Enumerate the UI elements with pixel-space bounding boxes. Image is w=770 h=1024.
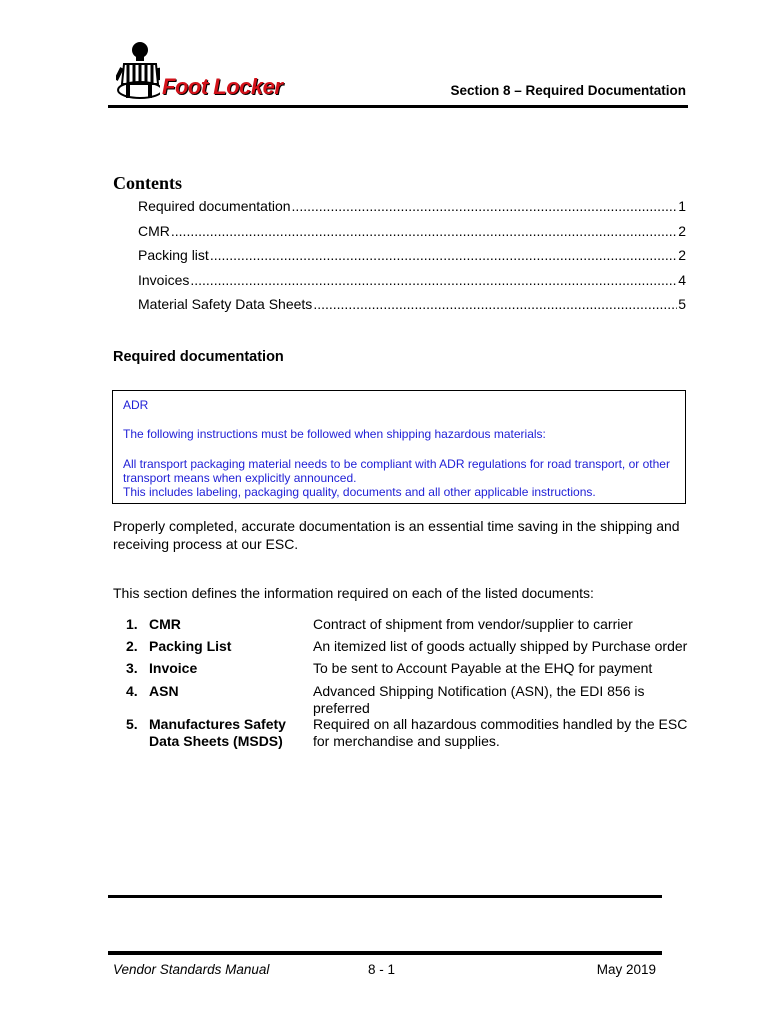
toc-entry-page: 2 <box>678 247 686 263</box>
toc-entry-page: 2 <box>678 222 686 239</box>
adr-title: ADR <box>123 398 149 412</box>
page-number: 8 - 1 <box>368 962 396 977</box>
toc-entry-label: Required documentation <box>138 198 291 214</box>
header-divider <box>108 105 688 108</box>
item-description: Required on all hazardous commodities handled by the ESC for merchandise and supplies. <box>313 716 688 749</box>
item-name: CMR <box>149 616 181 632</box>
item-name: ASN <box>149 683 179 699</box>
toc-entry[interactable] <box>138 272 686 297</box>
toc-entry[interactable] <box>138 223 686 248</box>
contents-title: Contents <box>113 173 183 193</box>
logo-wordmark: Foot Locker <box>162 74 283 99</box>
toc-leader <box>292 198 678 214</box>
item-description: Advanced Shipping Notification (ASN), the EDI 856 is preferred <box>313 683 645 716</box>
footer-divider-thin <box>108 895 662 898</box>
toc-entry-page: 5 <box>678 296 686 312</box>
item-name: Packing List <box>149 638 232 654</box>
toc-entry[interactable] <box>138 247 686 272</box>
toc-entry[interactable] <box>138 296 686 321</box>
list-intro: This section defines the information required on each of the listed documents: <box>113 585 594 601</box>
toc-entry-label: CMR <box>138 222 170 239</box>
toc-entry-label: Packing list <box>138 247 209 263</box>
item-description: To be sent to Account Payable at the EHQ for payment <box>313 660 653 676</box>
toc-entry-page: 4 <box>678 271 686 288</box>
item-number: 4. <box>126 683 138 699</box>
toc-entry-label: Invoices <box>138 271 190 288</box>
item-name: Invoice <box>149 660 198 676</box>
table-of-contents <box>138 198 686 321</box>
item-description: An itemized list of goods actually shipped by Purchase order <box>313 638 688 654</box>
toc-entry-page: 1 <box>678 198 686 214</box>
footer-divider-thick <box>108 951 662 955</box>
adr-details <box>123 457 673 499</box>
item-description: Contract of shipment from vendor/supplier to carrier <box>313 616 633 632</box>
intro-paragraph: Properly completed, accurate documentation is an essential time saving in the shipping and receiving process at our ESC. <box>113 518 680 552</box>
item-number: 3. <box>126 660 138 676</box>
adr-notice-box <box>112 390 686 504</box>
toc-leader <box>171 223 677 239</box>
section-title: Section 8 – Required Documentation <box>450 83 686 98</box>
referee-logo-icon <box>116 40 160 102</box>
footer-manual-title: Vendor Standards Manual <box>113 962 270 977</box>
toc-entry[interactable] <box>138 198 686 223</box>
item-number: 1. <box>126 616 138 632</box>
toc-leader <box>313 296 677 312</box>
adr-compliance-text: All transport packaging material needs to be compliant with ADR regulations for road transport, or other transport means when explicitly announced. <box>123 457 670 485</box>
item-number: 5. <box>126 716 138 732</box>
adr-instruction: The following instructions must be followed when shipping hazardous materials: <box>123 427 546 441</box>
footer-date: May 2019 <box>596 962 656 977</box>
item-number: 2. <box>126 638 138 654</box>
toc-entry-label: Material Safety Data Sheets <box>138 296 313 312</box>
toc-leader <box>190 272 677 288</box>
adr-scope-text: This includes labeling, packaging quality, documents and all other applicable instructions. <box>123 485 596 499</box>
foot-locker-logo <box>116 40 286 102</box>
item-name: Manufactures Safety Data Sheets (MSDS) <box>149 716 286 749</box>
section-heading: Required documentation <box>113 349 284 365</box>
toc-leader <box>210 247 677 263</box>
